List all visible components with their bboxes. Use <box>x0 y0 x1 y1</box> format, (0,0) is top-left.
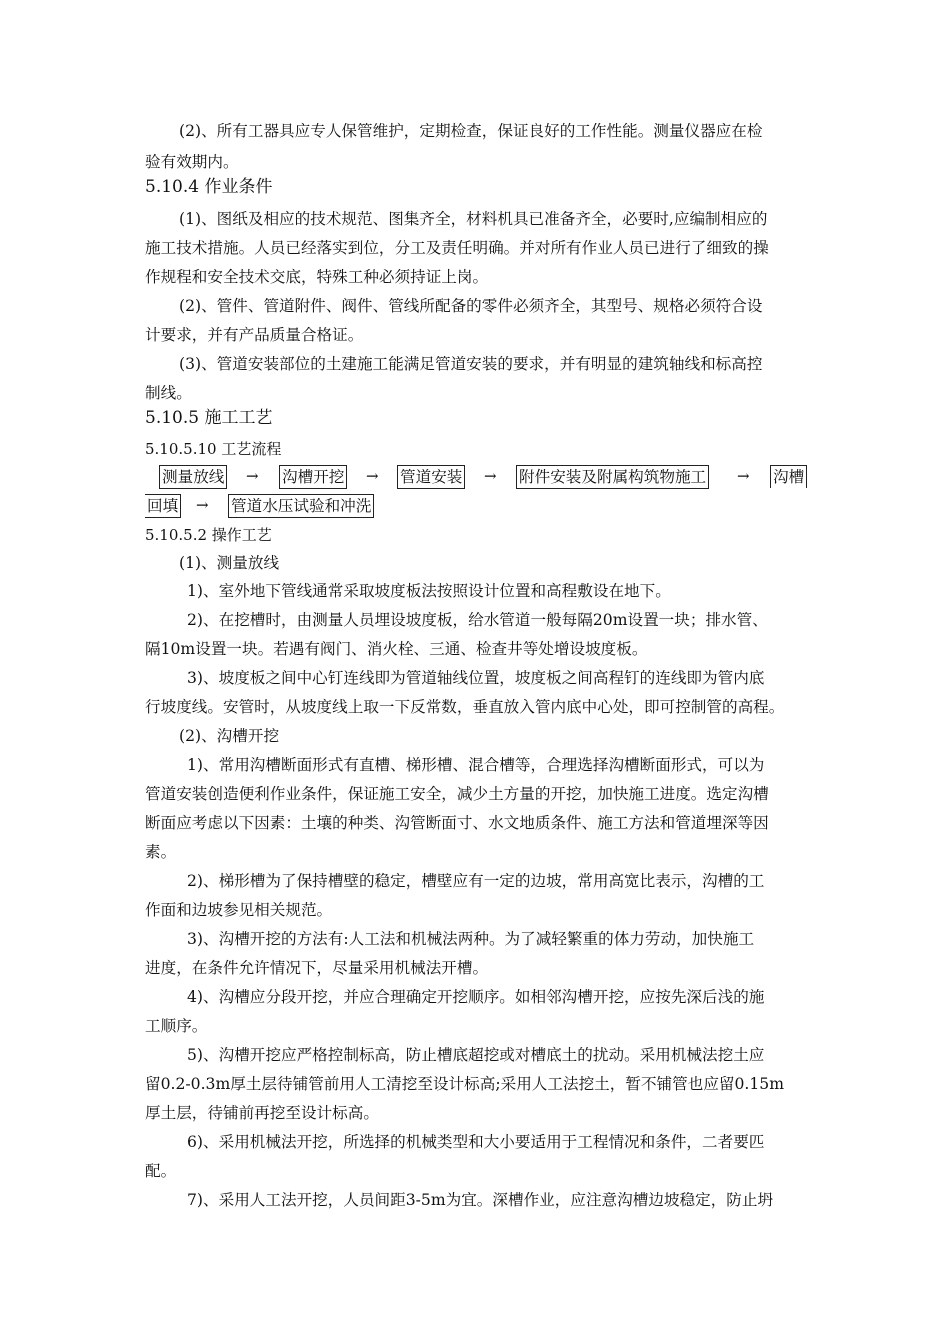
flow-arrow: → <box>246 467 259 485</box>
flow-step-pressure-test: 管道水压试验和冲洗 <box>228 494 374 518</box>
paragraph-line: 验有效期内。 <box>145 153 239 171</box>
paragraph-line: 素。 <box>145 843 177 861</box>
paragraph-line: 管道安装创造便利作业条件，保证施工安全，减少土方量的开挖，加快施工进度。选定沟槽 <box>145 785 769 803</box>
paragraph-line: 5)、沟槽开挖应严格控制标高，防止槽底超挖或对槽底土的扰动。采用机械法挖土应 <box>187 1046 765 1064</box>
paragraph-line: 1)、室外地下管线通常采取坡度板法按照设计位置和高程敷设在地下。 <box>187 582 671 600</box>
paragraph-line: 3)、沟槽开挖的方法有:人工法和机械法两种。为了减轻繁重的体力劳动，加快施工 <box>187 930 755 948</box>
flow-step-pipe-install: 管道安装 <box>397 465 465 489</box>
paragraph-line: 工顺序。 <box>145 1017 208 1035</box>
flow-arrow: → <box>484 467 497 485</box>
paragraph-line: (3)、管道安装部位的土建施工能满足管道安装的要求，并有明显的建筑轴线和标高控 <box>179 355 763 373</box>
paragraph-line: 厚土层，待铺前再挖至设计标高。 <box>145 1104 379 1122</box>
paragraph-line: 制线。 <box>145 384 192 402</box>
paragraph-line: 1)、常用沟槽断面形式有直槽、梯形槽、混合槽等，合理选择沟槽断面形式，可以为 <box>187 756 765 774</box>
paragraph-line: 隔10m设置一块。若遇有阀门、消火栓、三通、检查井等处增设坡度板。 <box>145 640 648 658</box>
item-heading: (1)、测量放线 <box>179 554 280 572</box>
section-heading-5-10-5: 5.10.5 施工工艺 <box>145 408 273 428</box>
section-heading-5-10-4: 5.10.4 作业条件 <box>145 177 273 197</box>
paragraph-line: 计要求，并有产品质量合格证。 <box>145 326 364 344</box>
flow-step-accessories: 附件安装及附属构筑物施工 <box>516 465 709 489</box>
paragraph-line: 3)、坡度板之间中心钉连线即为管道轴线位置，坡度板之间高程钉的连线即为管内底 <box>187 669 765 687</box>
paragraph-line: 作规程和安全技术交底，特殊工种必须持证上岗。 <box>145 268 489 286</box>
paragraph-line: 2)、梯形槽为了保持槽壁的稳定，槽壁应有一定的边坡，常用高宽比表示，沟槽的工 <box>187 872 765 890</box>
paragraph-line: 7)、采用人工法开挖，人员间距3-5m为宜。深槽作业，应注意沟槽边坡稳定，防止坍 <box>187 1191 774 1209</box>
paragraph-line: (2)、所有工器具应专人保管维护，定期检查，保证良好的工作性能。测量仪器应在检 <box>179 122 763 140</box>
paragraph-line: 6)、采用机械法开挖，所选择的机械类型和大小要适用于工程情况和条件，二者要匹 <box>187 1133 765 1151</box>
flow-step-backfill-top: 沟槽 <box>770 465 807 488</box>
flow-step-trench: 沟槽开挖 <box>279 465 347 489</box>
paragraph-line: 进度，在条件允许情况下，尽量采用机械法开槽。 <box>145 959 489 977</box>
paragraph-line: 断面应考虑以下因素：土壤的种类、沟管断面寸、水文地质条件、施工方法和管道埋深等因 <box>145 814 769 832</box>
flow-step-survey: 测量放线 <box>159 465 227 489</box>
paragraph-line: 4)、沟槽应分段开挖，并应合理确定开挖顺序。如相邻沟槽开挖，应按先深后浅的施 <box>187 988 765 1006</box>
paragraph-line: 配。 <box>145 1162 177 1180</box>
paragraph-line: 2)、在挖槽时，由测量人员埋设坡度板，给水管道一般每隔20m设置一块；排水管、 <box>187 611 768 629</box>
flow-arrow: → <box>196 496 209 514</box>
paragraph-line: (2)、管件、管道附件、阀件、管线所配备的零件必须齐全，其型号、规格必须符合设 <box>179 297 763 315</box>
subsection-heading-flow: 5.10.5.10 工艺流程 <box>145 440 282 458</box>
item-heading: (2)、沟槽开挖 <box>179 727 280 745</box>
paragraph-line: 行坡度线。安管时，从坡度线上取一下反常数，垂直放入管内底中心处，即可控制管的高程。 <box>145 698 785 716</box>
flow-step-backfill-bottom: 回填 <box>145 494 181 518</box>
paragraph-line: (1)、图纸及相应的技术规范、图集齐全，材料机具已准备齐全，必要时,应编制相应的 <box>179 210 768 228</box>
paragraph-line: 施工技术措施。人员已经落实到位，分工及责任明确。并对所有作业人员已进行了细致的操 <box>145 239 769 257</box>
flow-arrow: → <box>737 467 750 485</box>
subsection-heading-ops: 5.10.5.2 操作工艺 <box>145 526 272 544</box>
paragraph-line: 留0.2-0.3m厚土层待铺管前用人工清挖至设计标高;采用人工法挖土，暂不铺管也应留0.15m <box>145 1075 785 1093</box>
paragraph-line: 作面和边坡参见相关规范。 <box>145 901 333 919</box>
flow-arrow: → <box>366 467 379 485</box>
